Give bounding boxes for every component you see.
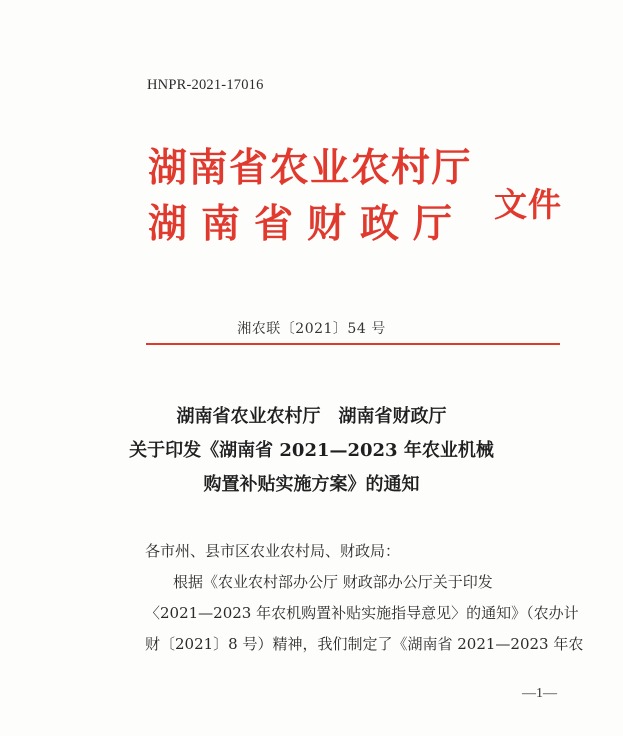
body-line: 根据《农业农村部办公厅 财政部办公厅关于印发 xyxy=(173,573,493,591)
body-line: 〈2021—2023 年农机购置补贴实施指导意见〉的通知》（农办计 xyxy=(145,604,579,622)
issuer-suffix: 文件 xyxy=(494,185,562,224)
issuer-line-finance: 湖南省财政厅 xyxy=(148,202,467,247)
title-line: 湖南省农业农村厅 湖南省财政厅 xyxy=(176,406,447,427)
document-number: 湘农联〔2021〕54 号 xyxy=(237,321,386,337)
salutation: 各市州、县市区农业农村局、财政局： xyxy=(145,542,401,560)
title-line: 购置补贴实施方案》的通知 xyxy=(203,474,420,495)
body-line: 财〔2021〕8 号）精神，我们制定了《湖南省 2021—2023 年农 xyxy=(145,635,584,653)
page-number: —1— xyxy=(522,686,557,701)
red-divider xyxy=(146,343,560,345)
document-id: HNPR-2021-17016 xyxy=(147,77,264,93)
notice-title xyxy=(0,400,623,502)
body-text xyxy=(145,536,584,660)
title-line: 关于印发《湖南省 2021—2023 年农业机械 xyxy=(129,440,494,461)
red-header xyxy=(148,143,568,273)
issuer-line-agriculture: 湖南省农业农村厅 xyxy=(148,146,473,191)
